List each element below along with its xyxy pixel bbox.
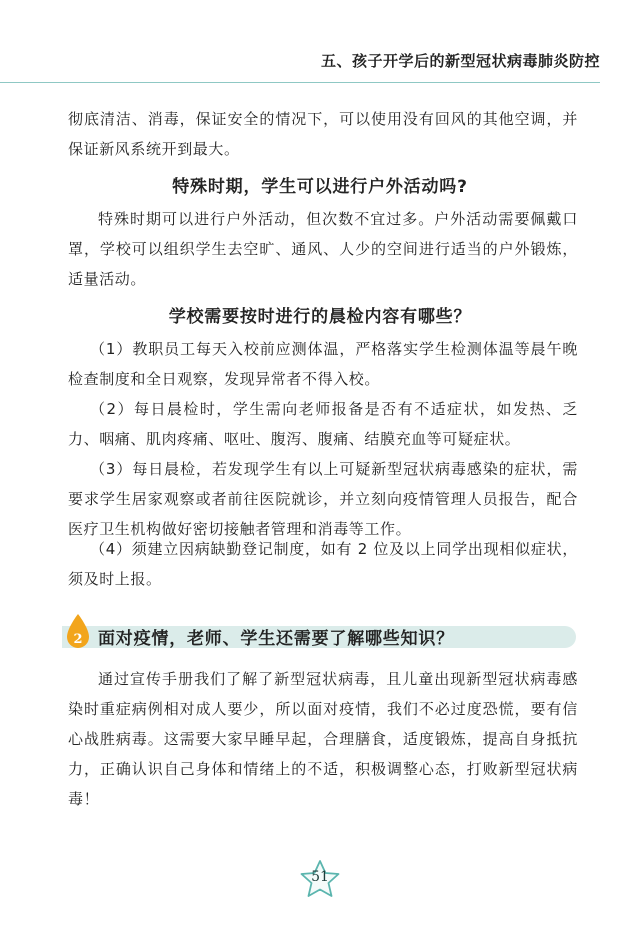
section-title: 面对疫情，老师、学生还需要了解哪些知识？ bbox=[98, 629, 454, 649]
paragraph-outdoor: 特殊时期可以进行户外活动，但次数不宜过多。户外活动需要佩戴口罩，学校可以组织学生去空旷、通风、人少的空间进行适当的户外锻炼，适量活动。 bbox=[68, 210, 578, 288]
list-item-3: （3）每日晨检，若发现学生有以上可疑新型冠状病毒感染的症状，需要求学生居家观察或者前往医院就诊，并立刻向疫情管理人员报告，配合医疗卫生机构做好密切接触者管理和消毒等工作。 bbox=[68, 460, 578, 538]
running-header: 五、孩子开学后的新型冠状病毒肺炎防控 bbox=[320, 52, 600, 70]
page-number: 51 bbox=[311, 869, 329, 885]
list-item-4: （4）须建立因病缺勤登记制度，如有 2 位及以上同学出现相似症状，须及时上报。 bbox=[68, 540, 578, 588]
paragraph-conclusion: 通过宣传手册我们了解了新型冠状病毒，且儿童出现新型冠状病毒感染时重症病例相对成人要少，所以面对疫情，我们不必过度恐慌，要有信心战胜病毒。这需要大家早睡早起，合理膳食，适度锻炼，提高自身抵抗力，正确认识自己身体和情绪上的不适，积极调整心态，打败新型冠状病毒！ bbox=[68, 670, 578, 808]
paragraph-continuation: 彻底清洁、消毒，保证安全的情况下，可以使用没有回风的其他空调，并保证新风系统开到最大。 bbox=[68, 110, 578, 158]
list-item-1: （1）教职员工每天入校前应测体温，严格落实学生检测体温等晨午晚检查制度和全日观察，发现异常者不得入校。 bbox=[68, 340, 578, 388]
header-rule bbox=[0, 82, 600, 83]
list-item-2: （2）每日晨检时，学生需向老师报备是否有不适症状，如发热、乏力、咽痛、肌肉疼痛、呕吐、腹泻、腹痛、结膜充血等可疑症状。 bbox=[68, 400, 578, 448]
section-number: 2 bbox=[73, 632, 83, 647]
heading-outdoor-activities: 特殊时期，学生可以进行户外活动吗? bbox=[172, 177, 468, 197]
drop-icon bbox=[64, 612, 92, 652]
heading-morning-check: 学校需要按时进行的晨检内容有哪些？ bbox=[168, 307, 472, 327]
